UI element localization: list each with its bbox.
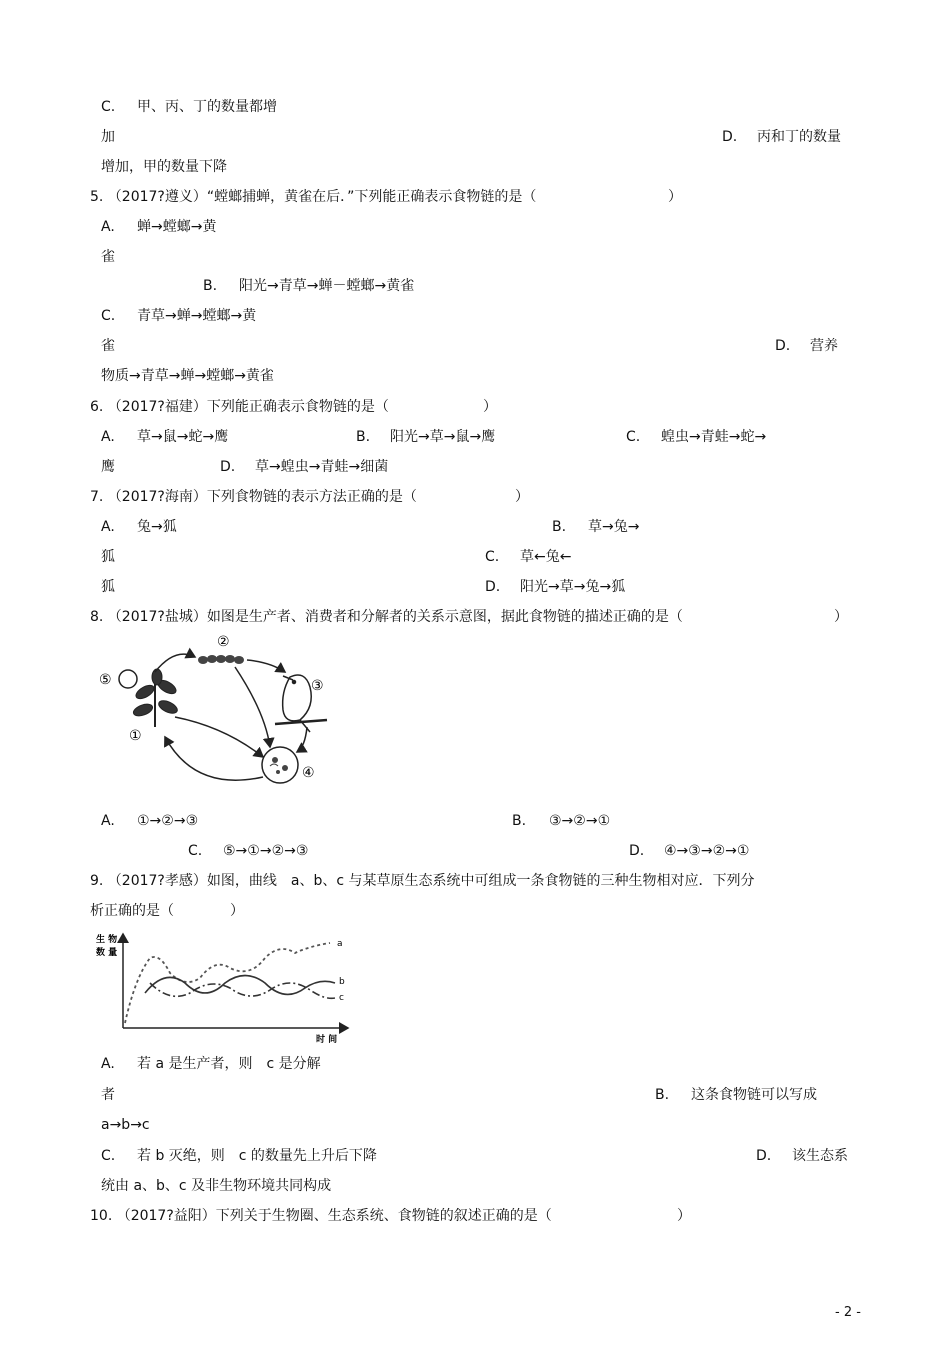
q8-option-a-text: ①→②→③ — [137, 813, 199, 829]
q5-option-d-text-wrap: 物质→青草→蝉→螳螂→黄雀 — [101, 368, 274, 384]
q7-option-a-label: A. — [101, 519, 115, 535]
q4-option-c-text-wrap: 加 — [101, 129, 115, 145]
q7-stem-close: ） — [515, 489, 529, 505]
q4-option-d-text-wrap: 增加，甲的数量下降 — [101, 159, 227, 175]
q4-option-c-label: C. — [101, 99, 116, 115]
q4-option-c-text: 甲、丙、丁的数量都增 — [137, 99, 277, 115]
q9-option-c-label: C. — [101, 1148, 116, 1164]
fig-label-2: ② — [217, 634, 230, 650]
q8-option-a-label: A. — [101, 813, 115, 829]
q6-option-a-text: 草→鼠→蛇→鹰 — [137, 429, 229, 445]
q7-option-b-text: 草→兔→ — [588, 519, 640, 535]
q8-option-d-text: ④→③→②→① — [664, 843, 750, 859]
q8-ecosystem-figure — [95, 632, 340, 792]
q6-option-b-text: 阳光→草→鼠→鹰 — [390, 429, 496, 445]
q7-option-d-text: 阳光→草→兔→狐 — [520, 579, 626, 595]
q7-option-c-text: 草←兔← — [520, 549, 572, 565]
q5-option-c-text: 青草→蝉→螳螂→黄 — [137, 308, 257, 324]
q8-option-b-text: ③→②→① — [549, 813, 611, 829]
decomposer-icon — [262, 747, 298, 783]
fig-label-5: ⑤ — [99, 672, 112, 688]
q6-option-c-text: 蝗虫→青蛙→蛇→ — [661, 429, 767, 445]
chart-xlabel: 时 间 — [316, 1035, 338, 1045]
curve-label-b: b — [339, 977, 345, 987]
q9-stem-close: ） — [230, 903, 244, 919]
q5-option-c-text-wrap: 雀 — [101, 338, 115, 354]
q5-option-d-text: 营养 — [810, 338, 838, 354]
curve-c — [150, 983, 335, 998]
q7-option-b-text-wrap: 狐 — [101, 549, 115, 565]
q6-option-c-label: C. — [626, 429, 641, 445]
q6-stem: 6. （2017?福建）下列能正确表示食物链的是（ — [90, 399, 389, 415]
q6-option-d-text: 草→蝗虫→青蛙→细菌 — [255, 459, 389, 475]
q9-option-b-label: B. — [655, 1087, 670, 1103]
q7-stem: 7. （2017?海南）下列食物链的表示方法正确的是（ — [90, 489, 417, 505]
q10-stem-close: ） — [677, 1208, 691, 1224]
q7-option-a-text: 兔→狐 — [137, 519, 177, 535]
q8-option-c-text: ⑤→①→②→③ — [223, 843, 309, 859]
q6-option-a-label: A. — [101, 429, 115, 445]
q7-option-c-label: C. — [485, 549, 500, 565]
q7-option-d-label: D. — [485, 579, 501, 595]
q5-stem-close: ） — [668, 189, 682, 205]
q8-option-b-label: B. — [512, 813, 527, 829]
sun-icon — [119, 670, 137, 688]
q9-population-chart — [90, 928, 355, 1046]
q9-option-b-text-wrap: a→b→c — [101, 1117, 150, 1133]
q8-option-c-label: C. — [188, 843, 203, 859]
q4-option-d-label: D. — [722, 129, 738, 145]
fig-label-1: ① — [129, 728, 142, 744]
q5-option-c-label: C. — [101, 308, 116, 324]
q5-option-a-text: 蝉→螳螂→黄 — [137, 219, 217, 235]
q9-stem-wrap: 析正确的是（ — [90, 903, 174, 919]
q5-option-b-label: B. — [203, 278, 218, 294]
q7-option-c-text-wrap: 狐 — [101, 579, 115, 595]
page-number: - 2 - — [835, 1305, 861, 1320]
chart-ylabel-2: 数 量 — [96, 948, 118, 958]
q8-option-d-label: D. — [629, 843, 645, 859]
q5-option-b-text: 阳光→青草→蝉－螳螂→黄雀 — [239, 278, 415, 294]
q9-stem: 9. （2017?孝感）如图，曲线 a、b、c 与某草原生态系统中可组成一条食物链的三种生物相对应．下列分 — [90, 873, 755, 889]
q7-option-b-label: B. — [552, 519, 567, 535]
q9-option-b-text: 这条食物链可以写成 — [691, 1087, 817, 1103]
q9-option-d-text: 该生态系 — [792, 1148, 848, 1164]
q5-option-a-label: A. — [101, 219, 115, 235]
curve-b — [145, 976, 335, 995]
q9-option-d-label: D. — [756, 1148, 772, 1164]
q9-option-c-text: 若 b 灭绝，则 c 的数量先上升后下降 — [137, 1148, 377, 1164]
q9-option-a-text-wrap: 者 — [101, 1087, 115, 1103]
q8-stem-close: ） — [834, 609, 848, 625]
q5-stem: 5. （2017?遵义）“螳螂捕蝉，黄雀在后．”下列能正确表示食物链的是（ — [90, 189, 537, 205]
q5-option-d-label: D. — [775, 338, 791, 354]
plant-icon — [132, 669, 179, 727]
curve-label-c: c — [339, 993, 344, 1003]
caterpillar-icon — [198, 655, 244, 664]
q5-option-a-text-wrap: 雀 — [101, 249, 115, 265]
q10-stem: 10. （2017?益阳）下列关于生物圈、生态系统、食物链的叙述正确的是（ — [90, 1208, 552, 1224]
q9-option-d-text-wrap: 统由 a、b、c 及非生物环境共同构成 — [101, 1178, 332, 1194]
fig-label-4: ④ — [302, 765, 315, 781]
q6-option-d-label: D. — [220, 459, 236, 475]
q6-stem-close: ） — [483, 399, 497, 415]
q9-option-a-text: 若 a 是生产者，则 c 是分解 — [137, 1056, 321, 1072]
q4-option-d-text: 丙和丁的数量 — [757, 129, 841, 145]
q8-stem: 8. （2017?盐城）如图是生产者、消费者和分解者的关系示意图，据此食物链的描述正确的是（ — [90, 609, 683, 625]
curve-label-a: a — [337, 939, 343, 949]
fig-arrows — [155, 654, 307, 780]
chart-ylabel-1: 生 物 — [96, 935, 118, 945]
q9-option-a-label: A. — [101, 1056, 115, 1072]
fig-label-3: ③ — [311, 678, 324, 694]
q6-option-c-text-wrap: 鹰 — [101, 459, 115, 475]
q6-option-b-label: B. — [356, 429, 371, 445]
